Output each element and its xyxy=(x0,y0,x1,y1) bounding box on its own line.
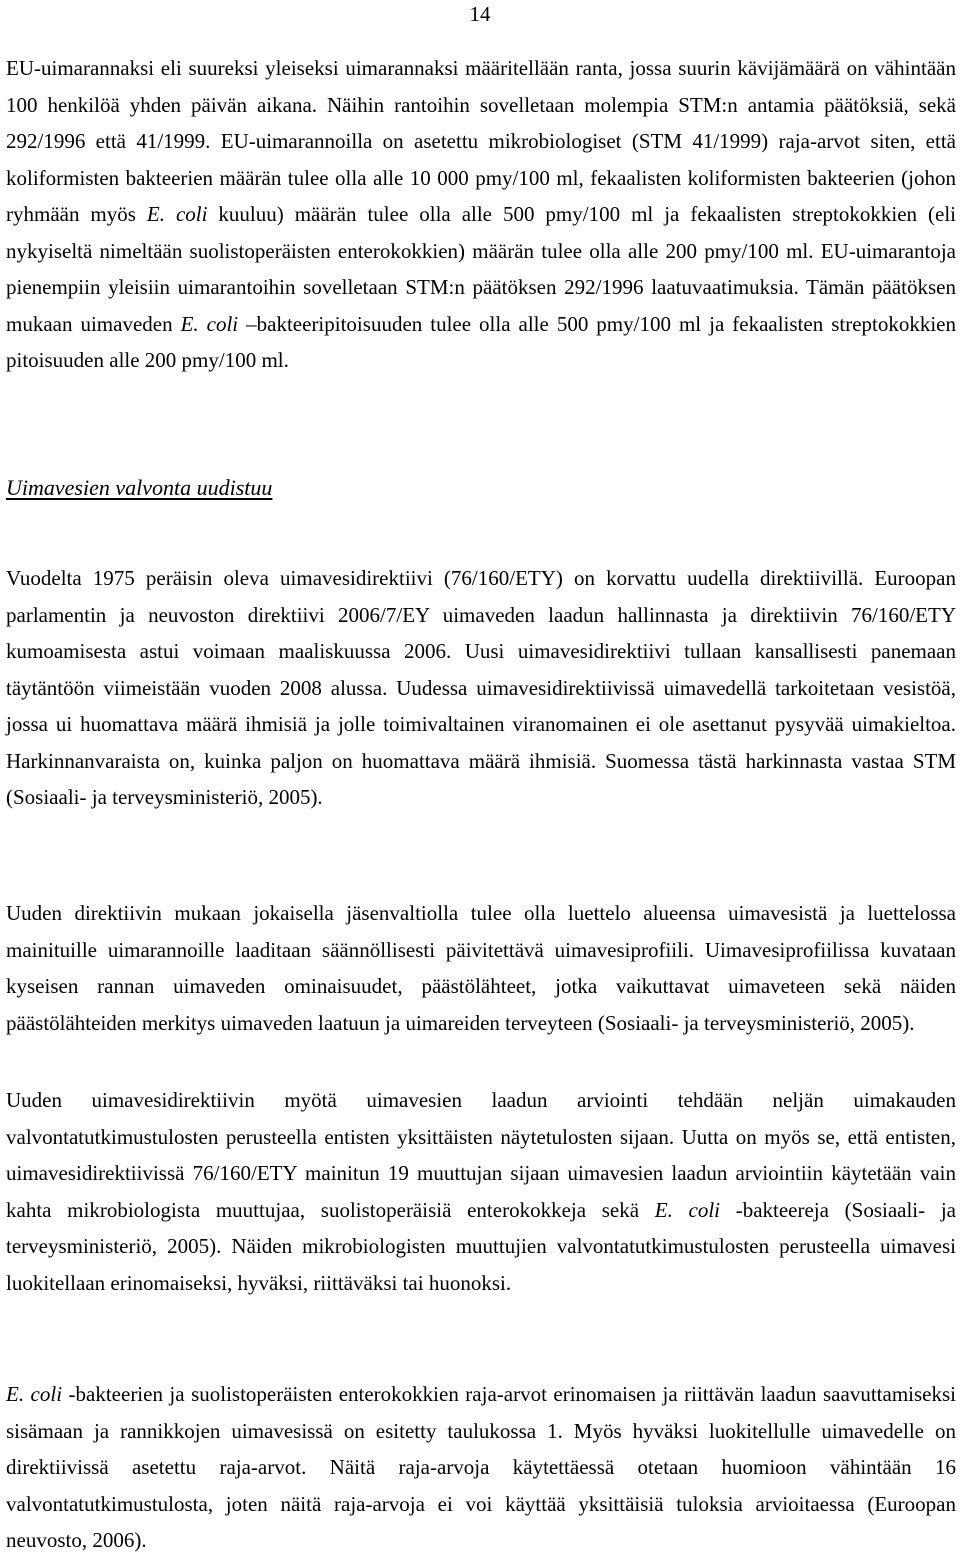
text-run: Uuden direktiivin mukaan jokaisella jäsenvaltiolla tulee olla luettelo alueensa uimavesistä ja luettelossa mainituille uimarannoille laaditaan säännöllisesti päivitettävä uimavesiprofiili. Uimavesiprofiilissa kuvataan kyseisen rannan uimaveden ominaisuudet, päästölähteet, jotka vaikuttavat uimaveteen sekä näiden päästölähteiden merkitys uimaveden laatuun ja uimareiden terveyteen (Sosiaali- ja terveysministeriö, 2005). xyxy=(6,901,956,1035)
paragraph-quality-assessment xyxy=(6,1082,956,1301)
text-run: -bakteerien ja suolistoperäisten enterokokkien raja-arvot erinomaisen ja riittävän laadun saavuttamiseksi sisämaan ja rannikkojen uimavesissä on esitetty taulukossa 1. Myös hyväksi luokitellulle uimavedelle on direktiivissä asetettu raja-arvot. Näitä raja-arvoja käytettäessä otetaan huomioon vähintään 16 valvontatutkimustulosta, joten näitä raja-arvoja ei voi käyttää yksittäisiä tuloksia arvioitaessa (Euroopan neuvosto, 2006). xyxy=(6,1382,956,1552)
italic-species-name: E. coli xyxy=(654,1197,721,1222)
text-run: Uuden uimavesidirektiivin myötä uimavesien laadun arviointi tehdään neljän uimakauden valvontatutkimustulosten perusteella entisten yksittäisten näytetulosten sijaan. Uutta on myös se, että entisten, uimavesidirektiivissä 76/160/ETY mainitun 19 muuttujan sijaan uimavesien laadun arviointiin käytetään vain kahta mikrobiologista muuttujaa, suolistoperäisiä enterokokkeja sekä xyxy=(6,1088,956,1222)
italic-species-name: E. coli xyxy=(6,1382,63,1406)
paragraph-limit-values xyxy=(6,1376,956,1559)
text-run: -bakteereja (Sosiaali- ja terveysministeriö, 2005). Näiden mikrobiologisten muuttujien valvontatutkimustulosten perusteella uimavesi luokitellaan erinomaiseksi, hyväksi, riittäväksi tai huonoksi. xyxy=(6,1197,956,1295)
section-heading: Uimavesien valvonta uudistuu xyxy=(6,475,273,500)
text-run: –bakteeripitoisuuden tulee olla alle 500 pmy/100 ml ja fekaalisten streptokokkien pitoisuuden alle 200 pmy/100 ml. xyxy=(6,311,956,372)
text-run: kuuluu) määrän tulee olla alle 500 pmy/100 ml ja fekaalisten streptokokkien (eli nykyiseltä nimeltään suolistoperäisten enterokokkien) määrän tulee olla alle 200 pmy/100 ml. EU-uimarantoja pienempiin yleisiin uimarantoihin sovelletaan STM:n päätöksen 292/1996 laatuvaatimuksia. Tämän päätöksen mukaan uimaveden xyxy=(6,202,956,336)
paragraph-bathing-water-profile xyxy=(6,895,956,1041)
italic-species-name: E. coli xyxy=(180,311,239,336)
text-run: Vuodelta 1975 peräisin oleva uimavesidirektiivi (76/160/ETY) on korvattu uudella direktiivillä. Euroopan parlamentin ja neuvoston direktiivi 2006/7/EY uimaveden laadun hallinnasta ja direktiivin 76/160/ETY kumoamisesta astui voimaan maaliskuussa 2006. Uusi uimavesidirektiivi tullaan kansallisesti panemaan täytäntöön viimeistään vuoden 2008 alussa. Uudessa uimavesidirektiivissä uimavedellä tarkoitetaan vesistöä, jossa ui huomattava määrä ihmisiä ja jolle toimivaltainen viranomainen ei ole asettanut pysyvää uimakieltoa. Harkinnanvaraista on, kuinka paljon on huomattava määrä ihmisiä. Suomessa tästä harkinnasta vastaa STM (Sosiaali- ja terveysministeriö, 2005). xyxy=(6,566,956,809)
page-number: 14 xyxy=(469,2,491,26)
paragraph-new-directive xyxy=(6,560,956,816)
italic-species-name: E. coli xyxy=(146,202,208,226)
paragraph-eu-beaches xyxy=(6,50,956,379)
text-run: EU-uimarannaksi eli suureksi yleiseksi uimarannaksi määritellään ranta, jossa suurin kävijämäärä on vähintään 100 henkilöä yhden päivän aikana. Näihin rantoihin sovelletaan molempia STM:n antamia päätöksiä, sekä 292/1996 että 41/1999. EU-uimarannoilla on asetettu mikrobiologiset (STM 41/1999) raja-arvot siten, että koliformisten bakteerien määrän tulee olla alle 10 000 pmy/100 ml, fekaalisten koliformisten bakteerien (johon ryhmään myös xyxy=(6,56,956,226)
